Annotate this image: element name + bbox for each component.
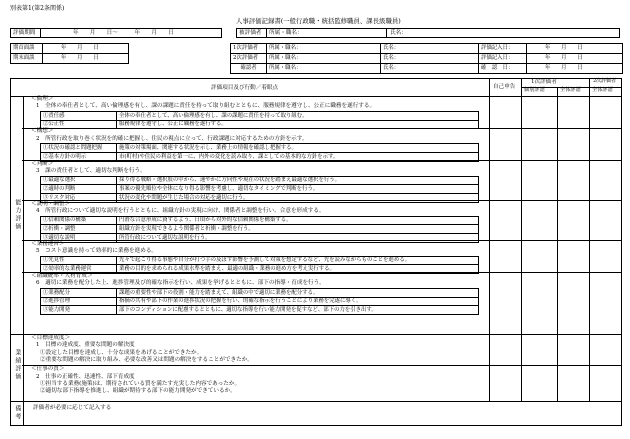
table-row: [41, 297, 479, 306]
performance-criterion: ①担当する業務(施策)は、期待されている質を満たす充実した内容であったか。: [40, 380, 241, 387]
ability-heading: ＜説明・調整＞: [31, 200, 71, 207]
evaluator-date-label: 確 認 日：: [479, 64, 527, 74]
ability-description: 3 課の責任者として、適切な判断を行う。: [36, 168, 146, 174]
evaluator-dept[interactable]: 所属・職名：: [267, 54, 381, 64]
ability-description: 1 全体の奉仕者として、高い倫理感を有し、課の課題に責任を持って取り組むとともに、服務規律を遵守し、公正に職務を遂行する。: [36, 103, 376, 110]
evaluation-period-label: 評価期間: [11, 29, 41, 38]
behavior-name: ③能力開発: [41, 306, 117, 315]
behavior-name: ②公正性: [41, 120, 117, 129]
ability-description: 2 所管行政を取り巻く状況を的確に把握し、住民の視点に立って、行政課題に対応するための方針を示す。: [36, 135, 308, 142]
performance-criterion: ②重要な問題の解決に取り組み、必要な改善又は問題の解決をすることができたか。: [40, 357, 253, 364]
item-divider: [22, 365, 622, 366]
evaluator-dept[interactable]: 所属・職名：: [267, 44, 381, 54]
ability-subtable: [40, 176, 479, 203]
evaluation-period-value[interactable]: 年 月 日～ 年 月 日: [73, 30, 174, 36]
evaluator-name[interactable]: 氏名：: [381, 54, 479, 64]
table-row: [41, 185, 479, 194]
interview-date[interactable]: 年 月 日: [43, 54, 129, 64]
table-row: [231, 64, 623, 74]
behavior-name: ②折衝・調整: [41, 225, 117, 234]
table-row: [41, 256, 479, 265]
evaluator-name[interactable]: 氏名：: [381, 44, 479, 54]
ability-description: 6 適切に業務を配分した上、進捗管理及び的確な指示を行い、成果を挙げるとともに、部下の指導・育成を行う。: [36, 280, 325, 287]
performance-description: 1 目標の達成度、重要な問題の解決度: [36, 342, 135, 349]
table-row: [41, 289, 479, 298]
evaluator-role: 確認者: [231, 64, 267, 74]
behavior-name: ①状況の確認と問題把握: [41, 144, 117, 153]
behavior-description: 全体の奉仕者として、高い倫理感を有し、課の課題に責任を持って取り組む。: [117, 112, 479, 121]
behavior-description: 事案の優先順位や全体になり得る影響を考慮し、適切なタイミングで判断を行う。: [117, 185, 479, 194]
evaluatee-box: [236, 28, 620, 38]
behavior-description: 所管行政について適切な説明を行う。: [117, 233, 479, 242]
behavior-description: 円滑な合意形成に資するよう、日頃から対外的な信頼関係を構築する。: [117, 216, 479, 225]
ability-subtable: [40, 111, 479, 129]
item-divider: [22, 128, 622, 129]
evaluation-period-box: [10, 28, 222, 38]
evaluators-table: [230, 43, 623, 74]
evaluatee-name[interactable]: 氏名：: [390, 30, 407, 36]
table-row: [41, 144, 479, 153]
performance-criterion: ②適切な部下指導を推進し、組織が期待する部下の能力開発ができているか。: [40, 388, 236, 395]
behavior-description: 課題の重要性や部下の役割・能力を踏まえて、組織の中で適切に業務を配分する。: [117, 289, 479, 298]
behavior-description: 組織方針を実現できるよう関係者と折衝・調整を行う。: [117, 225, 479, 234]
behavior-description: 採り得る戦略・選択肢の中から、速やかに方向性や現在の状況を踏まえ最適な選択を行う。: [117, 176, 479, 185]
column-individual-header: 個別評語: [524, 87, 545, 93]
ability-heading: ＜業務運営＞: [31, 240, 65, 247]
behavior-description: 施策の対策場面、関連する状況を示し、業務上の情報を確認し把握する。: [117, 144, 479, 153]
column-second-evaluator-header: 2次評価者: [593, 78, 617, 84]
form-number: 別表第1(第2条関係): [10, 5, 65, 12]
ability-heading: ＜判断＞: [31, 160, 54, 167]
behavior-name: ①先見性: [41, 256, 117, 265]
evaluator-date[interactable]: 年 月 日: [527, 64, 623, 74]
evaluator-date[interactable]: 年 月 日: [527, 44, 623, 54]
item-divider: [22, 200, 622, 201]
behavior-description: 状況の変化や問題が生じた場合の対応を適切に行う。: [117, 193, 479, 202]
behavior-name: ②効率的な業務運営: [41, 265, 117, 274]
form-title: 人事評価記録書(一般行政職・統括監修職員、課長級職員): [236, 17, 401, 25]
behavior-name: ①最適な選択: [41, 176, 117, 185]
ability-subtable: [40, 216, 479, 243]
section-remarks-label: 備考: [13, 405, 21, 421]
evaluator-role: 1次評価者: [231, 44, 267, 54]
table-row: [11, 44, 129, 54]
behavior-description: 業務の目的を求められる成果水準を踏まえ、最適の組織・業務の進め方を考え実行する。: [117, 265, 479, 274]
performance-criterion: ①設定した目標を達成し、十分な成果をあげることができたか。: [40, 349, 203, 356]
behavior-description: 部下のコンディションに配慮するとともに、適切な指導を行い能力開発を促すなど、部下の力を引き出す。: [117, 306, 479, 315]
performance-description: 2 仕事の正確性、迅速性、部下育成度: [36, 373, 135, 380]
table-row: [41, 112, 479, 121]
column-first-evaluator-header: 1次評価者: [531, 79, 557, 85]
remarks-text[interactable]: 評価者が必要に応じて記入する: [33, 405, 112, 411]
evaluatee-dept[interactable]: 所属・職名：: [267, 29, 387, 38]
evaluator-date-label: 評価記入日：: [479, 54, 527, 64]
ability-subtable: [40, 256, 479, 274]
behavior-name: ②進捗管理: [41, 297, 117, 306]
table-row: [41, 306, 479, 315]
behavior-name: ③適切な説明: [41, 233, 117, 242]
ability-description: 5 コスト意識を持って効率的に業務を進める。: [36, 248, 158, 254]
behavior-description: 服務規律を遵守し、公正に職務を遂行する。: [117, 120, 479, 129]
evaluator-role: 2次評価者: [231, 54, 267, 64]
column-overall2-header: 全体評語: [592, 87, 613, 93]
ability-heading: ＜組織統率・人材育成＞: [31, 273, 93, 280]
behavior-description: 指摘の共有や部下の作業の進捗状況の把握を行い、的確な指示を行うことにより業務を完遂に導く。: [117, 297, 479, 306]
ability-heading: ＜倫理＞: [31, 96, 54, 102]
table-row: [11, 54, 129, 64]
section-ability-label: 能力評価: [13, 199, 21, 231]
interview-label: 期末面談: [11, 54, 43, 64]
table-row: [41, 225, 479, 234]
item-divider: [22, 272, 622, 273]
evaluatee-label: 被評価者: [237, 29, 267, 38]
behavior-name: ②基本方針の明示: [41, 152, 117, 161]
behavior-description: 先々で起こり得る事態や自分が打つ手の及ぼす影響を予測して対策を想定するなど、先を読みながらものごとを進める。: [117, 256, 479, 265]
table-row: [231, 54, 623, 64]
column-overall-header: 全体評語: [560, 87, 581, 93]
table-row: [41, 216, 479, 225]
interview-date[interactable]: 年 月 日: [43, 44, 129, 54]
behavior-name: ①責任感: [41, 112, 117, 121]
interview-label: 期首面談: [11, 44, 43, 54]
performance-heading: ＜仕事の質＞: [31, 366, 65, 373]
column-self-header: 自己申告: [493, 84, 516, 90]
ability-subtable: [40, 143, 479, 161]
item-divider: [22, 240, 622, 241]
ability-subtable: [40, 288, 479, 315]
behavior-name: ②適時の判断: [41, 185, 117, 194]
item-divider: [22, 160, 622, 161]
table-row: [231, 44, 623, 54]
behavior-description: 市(町村)や住民の利益を第一に、内外の変化を読み取り、課としての基本的な方針を示す。: [117, 152, 479, 161]
table-row: [41, 176, 479, 185]
evaluator-date-label: 評価記入日：: [479, 44, 527, 54]
evaluator-name[interactable]: 氏名：: [381, 64, 479, 74]
behavior-name: ①業務配分: [41, 289, 117, 298]
behavior-name: ①信頼関係の構築: [41, 216, 117, 225]
section-performance-label: 業績評価: [13, 349, 21, 381]
behavior-name: ③リスク対応: [41, 193, 117, 202]
evaluator-dept[interactable]: 所属・職名：: [267, 64, 381, 74]
ability-description: 4 所管行政について適切な説明を行うとともに、組織方針の実現に向け、関係者と調整を行い、合意を形成する。: [36, 208, 325, 214]
evaluator-date[interactable]: 年 月 日: [527, 54, 623, 64]
performance-heading: ＜目標達成度＞: [31, 335, 71, 341]
interview-table: [10, 43, 129, 64]
column-items-header: 評価項目及び行動／着眼点: [211, 85, 279, 91]
ability-heading: ＜構想＞: [31, 128, 54, 135]
